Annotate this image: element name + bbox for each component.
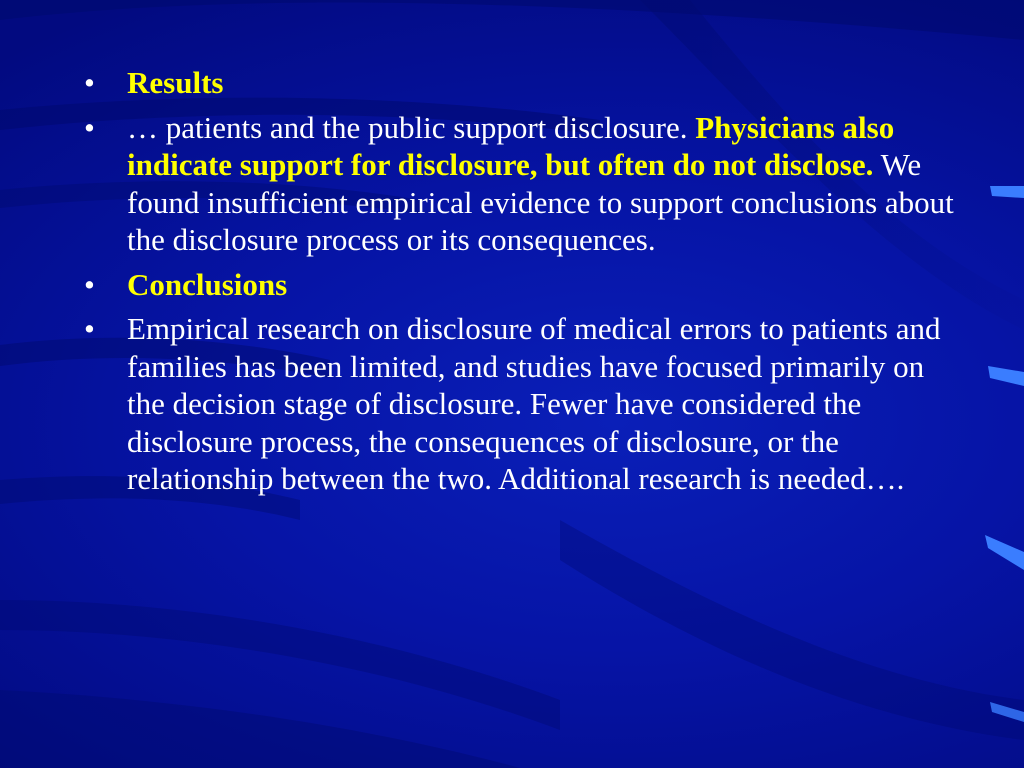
bullet-icon: • [84, 109, 95, 145]
conclusions-body-text: Empirical research on disclosure of medical errors to patients and families has been limited, and studies have focused primarily on the decision stage of disclosure. Fewer have considered the disclosure process, the consequences of disclosure, or the relationship between the two. Additional research is needed…. [127, 311, 941, 496]
bullet-list [84, 64, 954, 498]
results-highlight-text: Physicians also indicate support for disclosure, but often do not disclose. [127, 109, 895, 182]
section-heading-conclusions: Conclusions [127, 266, 288, 302]
results-lead-text: … patients and the public support disclosure. [127, 109, 696, 145]
bullet-results-heading [84, 64, 954, 102]
section-heading-results: Results [127, 65, 224, 100]
bullet-icon: • [84, 311, 95, 346]
bullet-conclusions-heading [84, 266, 954, 304]
bullet-icon: • [84, 266, 95, 302]
bullet-icon: • [84, 65, 95, 100]
slide-body [84, 64, 954, 505]
results-tail-text: We found insufficient empirical evidence to support conclusions about the disclosure process or its consequences. [127, 147, 954, 257]
bullet-results-text [84, 109, 954, 259]
bullet-conclusions-text [84, 310, 954, 498]
